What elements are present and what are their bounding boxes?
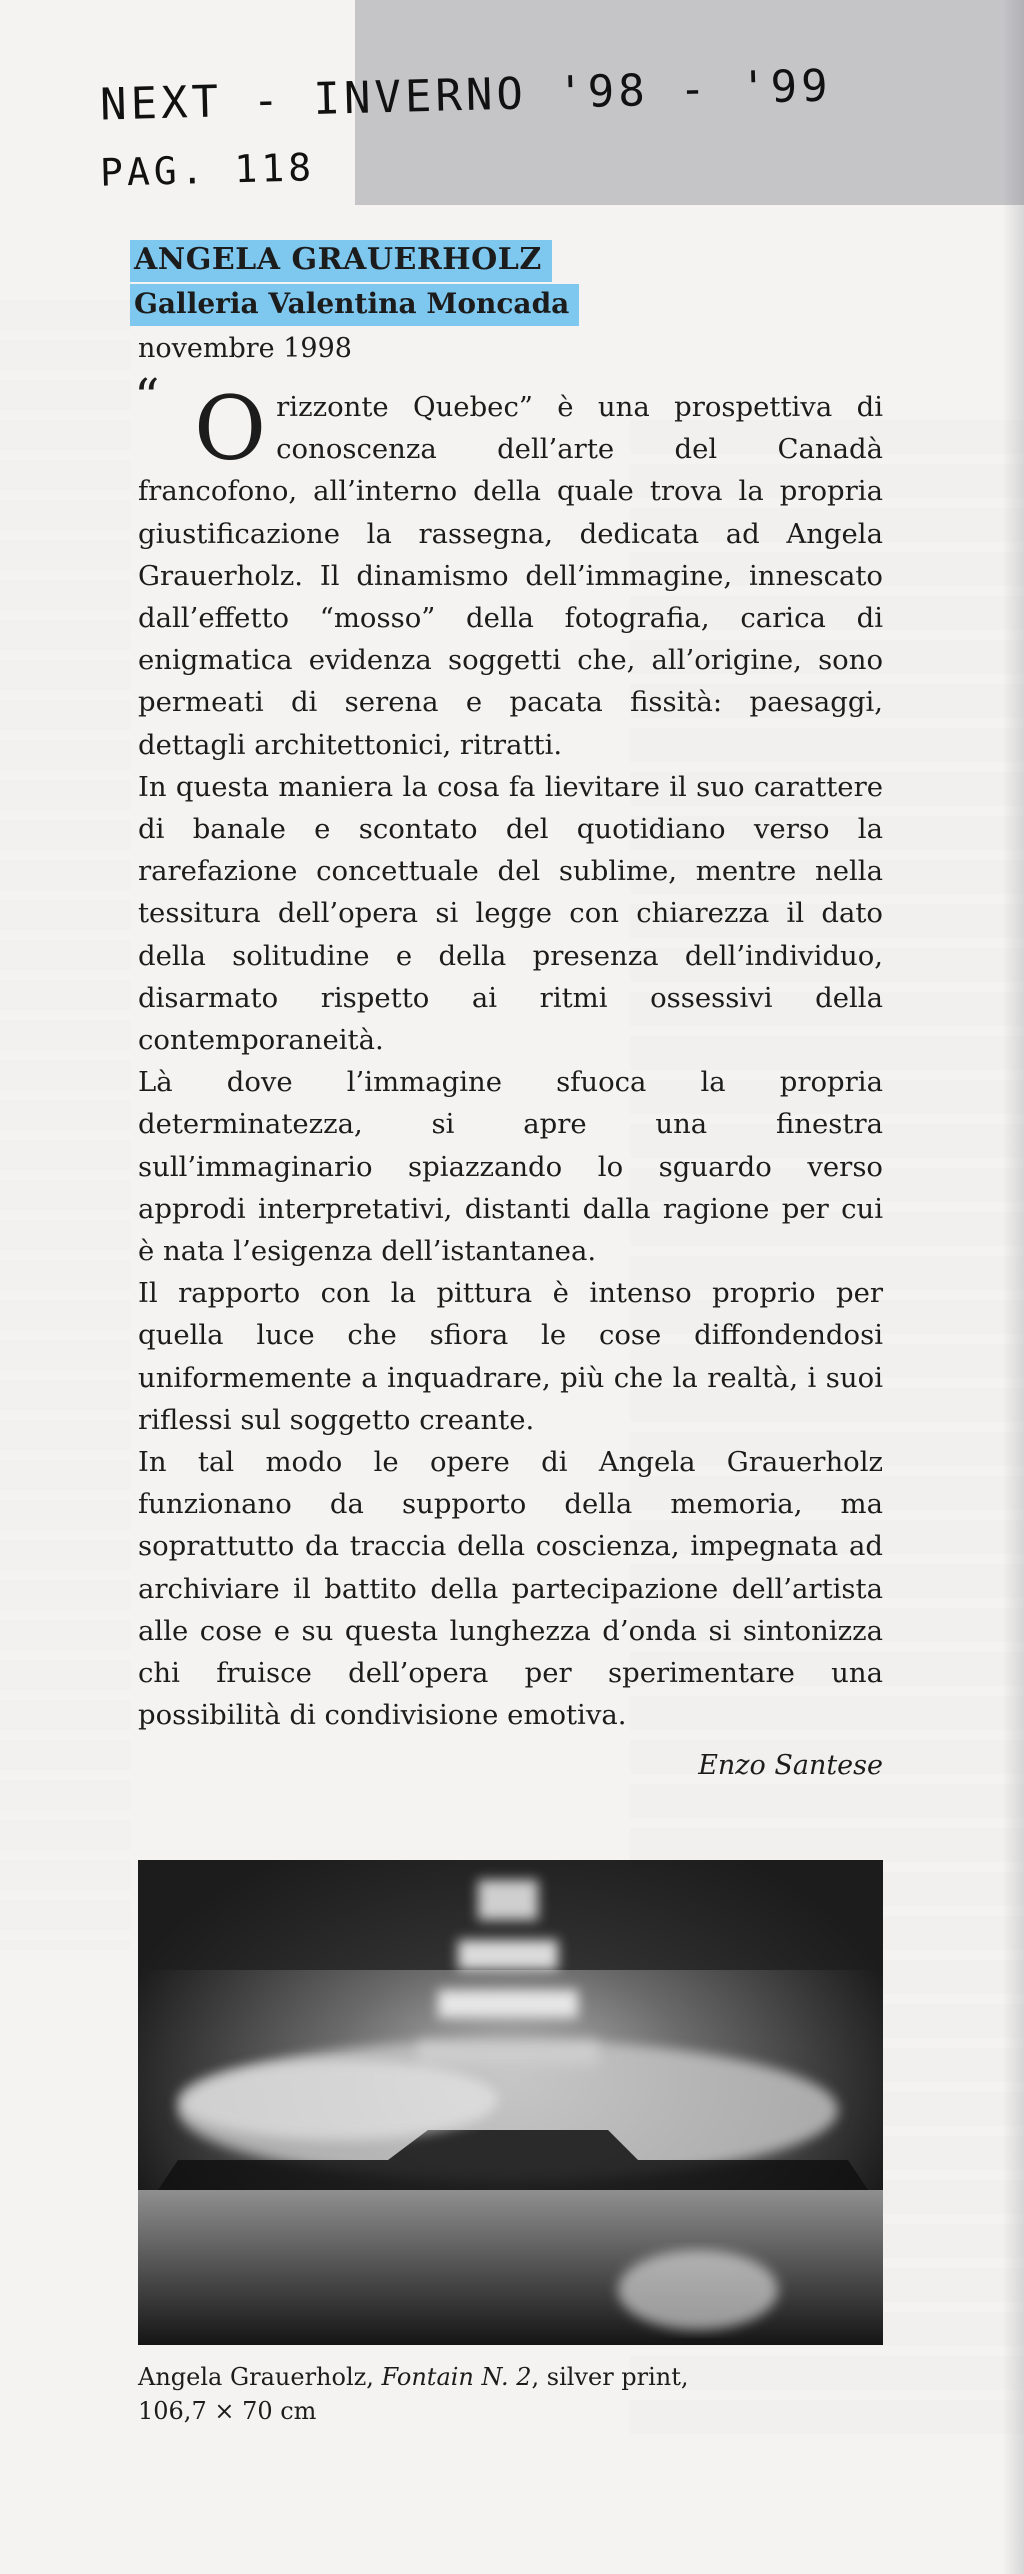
author-signature: Enzo Santese — [698, 1749, 883, 1781]
artist-name: ANGELA GRAUERHOLZ — [130, 240, 552, 282]
gallery-heading — [134, 284, 883, 326]
gallery-name: Galleria Valentina Moncada — [130, 284, 579, 326]
photo-caption — [138, 2360, 883, 2428]
page-edge-shadow — [1002, 0, 1024, 2574]
opening-quote: “ — [134, 368, 160, 426]
caption-medium: , silver print, — [531, 2363, 689, 2391]
paragraph-2: In questa maniera la cosa fa lievitare il suo carattere di banale e scontato del quotidiano verso la rarefazione concettuale del sublime, mentre nella tessitura dell’opera si legge con chiarezza il dato della solitudine e della presenza dell’individuo, disarmato rispetto ai ritmi ossessivi della contemporaneità. — [138, 770, 883, 1057]
fountain-image — [138, 1860, 883, 2345]
paragraph-3: Là dove l’immagine sfuoca la propria determinatezza, si apre una finestra sull’immaginario spiazzando lo sguardo verso approdi interpretativi, distanti dalla ragione per cui è nata l’esigenza dell’istantanea. — [138, 1066, 883, 1268]
paragraph-1 — [134, 368, 883, 766]
caption-line-1 — [138, 2360, 883, 2394]
article-body — [134, 368, 883, 1787]
handwritten-page-note: PAG. 118 — [99, 145, 316, 195]
caption-title: Fontain N. 2 — [381, 2363, 532, 2391]
paragraph-4: Il rapporto con la pittura è intenso proprio per quella luce che sfiora le cose diffondendosi uniformemente a inquadrare, più che la realtà, i suoi riflessi sul soggetto creante. — [138, 1277, 883, 1436]
artwork-photo — [138, 1860, 883, 2345]
paragraph-5: In tal modo le opere di Angela Grauerholz funzionano da supporto della memoria, ma soprattutto da traccia della coscienza, impegnata ad archiviare il battito della partecipazione dell’artista alle cose e su questa lunghezza d’onda si sintonizza chi fruisce dell’opera per sperimentare una possibilità di condivisione emotiva. — [138, 1446, 883, 1732]
exhibition-date: novembre 1998 — [138, 333, 352, 364]
artist-heading — [134, 240, 883, 282]
article — [134, 240, 883, 1787]
caption-size: 106,7 × 70 cm — [138, 2397, 317, 2425]
adjacent-page-left-bleed — [0, 300, 130, 1950]
handwritten-source-note: NEXT - INVERNO '98 - '99 — [99, 60, 833, 131]
caption-artist: Angela Grauerholz, — [138, 2363, 382, 2391]
drop-cap: O — [194, 377, 267, 480]
paragraph-1-text: rizzonte Quebec” è una prospettiva di conoscenza dell’arte del Canadà francofono, all’interno della quale trova la propria giustificazione la rassegna, dedicata ad Angela Grauerholz. Il dinamismo dell’immagine, innescato dall’effetto “mosso” della fotografia, carica di enigmatica evidenza soggetti che, all’origine, sono permeati di serena e pacata fissità: paesaggi, dettagli architettonici, ritratti. — [138, 391, 883, 761]
